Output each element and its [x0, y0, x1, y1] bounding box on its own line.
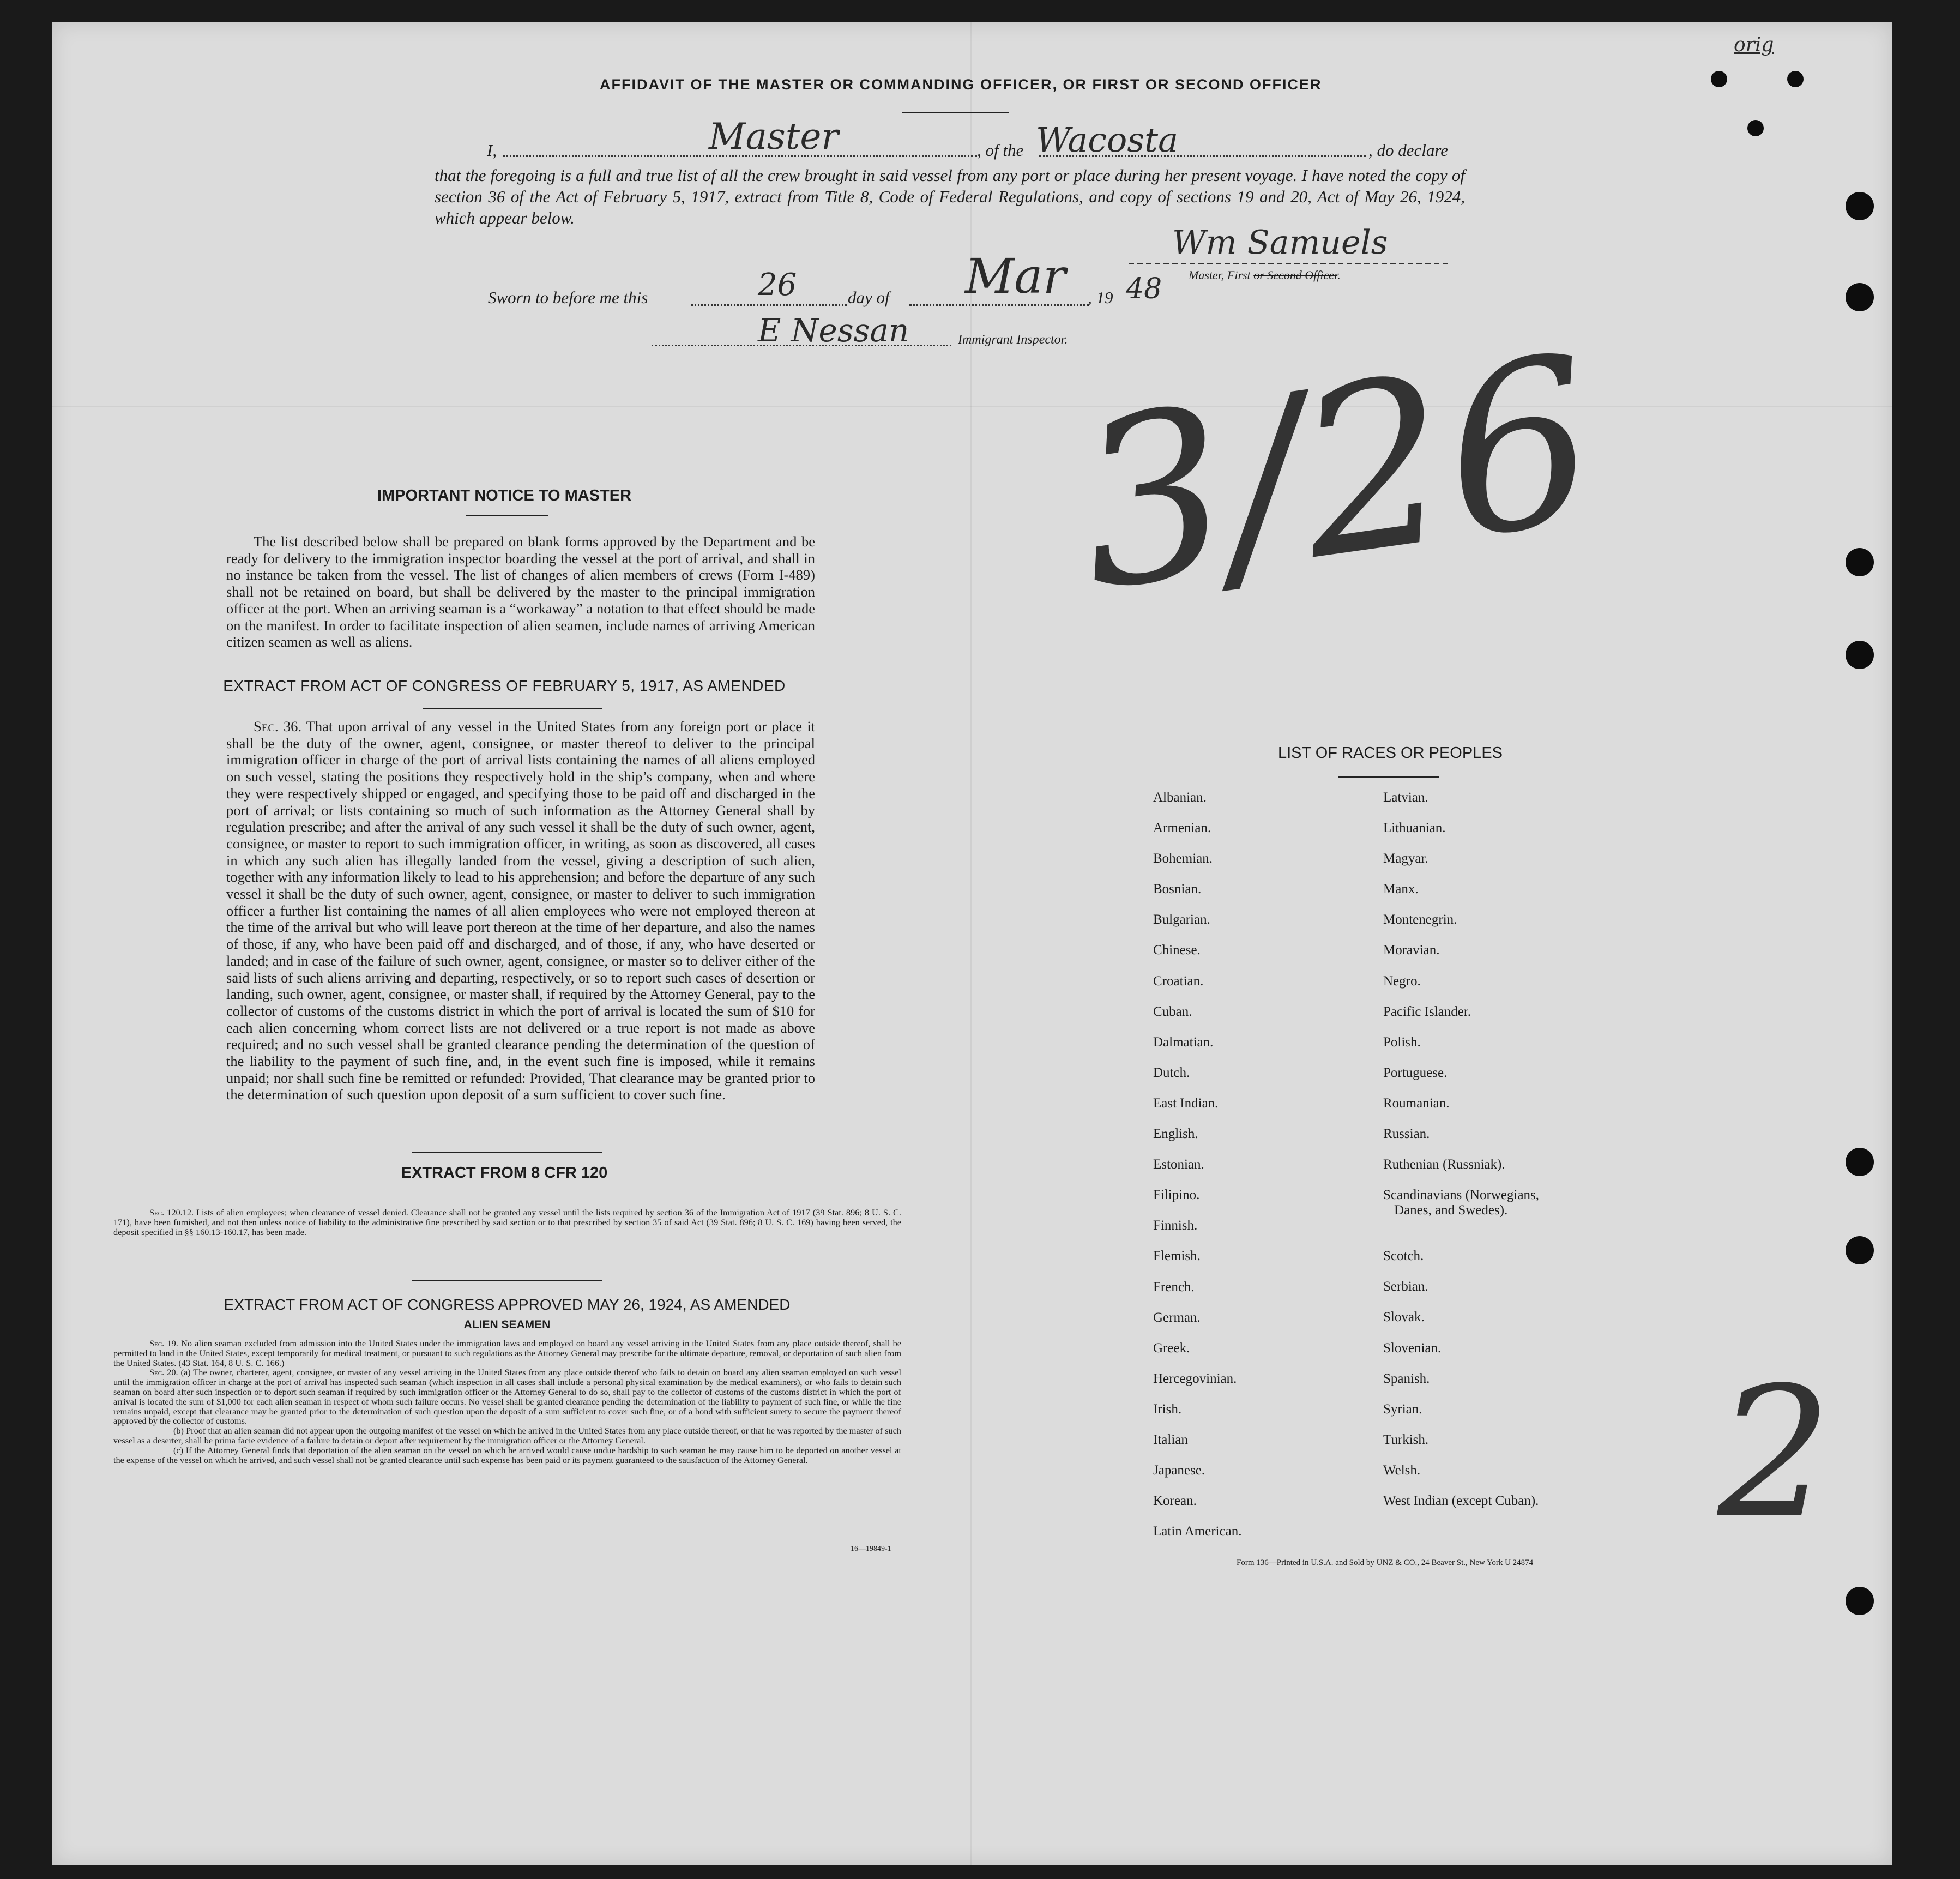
affidavit-title: AFFIDAVIT OF THE MASTER OR COMMANDING OFFICER, OR FIRST OR SECOND OFFICER: [600, 76, 1322, 93]
affidavit-prefix: I,: [487, 141, 497, 160]
race-item: Latin American.: [1153, 1524, 1242, 1539]
extract-1924-text: Sec. 19. No alien seaman excluded from admission into the United States under the immigration laws and employed on board any vessel arriving in the United States from any place outside thereof, shall be permitted to land in the United States, except temporarily for medical treatment, or pursuant to such regulations as the Attorney General may prescribe for the ultimate departure, removal, or deportation of such alien from the United States. (43 Stat. 164, 8 U. S. C. 166.) Sec. 20. (a) The owner, charterer, agent, consignee, or master of any vessel arriving in the United States from any place outside thereof who fails to detain on board any alien seaman employed on such vessel until the immigration officer in charge at the port of arrival has inspected such seaman (which inspection in all cases shall include a personal physical examination by the medical examiners), or who fails to detain such seaman on board after such inspection or to deport such seaman if required by such immigration officer or the Attorney General to do so, shall pay to the collector of customs of the customs district in which the port of arrival is located the sum of $1,000 for each alien seaman in respect of whom such failure occurs. No vessel shall be granted clearance pending the determination of the liability to payment of such fine, or while the fine remains unpaid, except that clearance may be granted prior to the determination of such question upon the deposit of a sum sufficient to cover such fine, or of a bond with sufficient surety to secure the payment thereof approved by the collector of customs. (b) Proof that an alien seaman did not appear upon the outgoing manifest of the vessel on which he arrived in the United States from any place outside thereof, or that he was reported by the master of such vessel as a deserter, shall be prima facie evidence of a failure to detain or deport after requirement by the immigration officer or the Attorney General. (c) If the Attorney General finds that deportation of the alien seaman on the vessel on which he arrived would cause undue hardship to such seaman he may cause him to be deported on another vessel at the expense of the vessel on which he arrived, and such vessel shall not be granted clearance until such expense has been paid or its payment guaranteed to the satisfaction of the Attorney General.: [113, 1338, 901, 1465]
master-signature: Wm Samuels: [1172, 224, 1388, 262]
signature-caption: Master, First or Second Officer.: [1189, 268, 1341, 282]
inspector-signature: E Nessan: [758, 312, 909, 349]
declaration-text: that the foregoing is a full and true list of all the crew brought in said vessel from any port or place during her present voyage. I have noted the copy of section 36 of the Act of February 5, 1917, extract from Title 8, Code of Federal Regulations, and copy of sections 19 and 20, Act of May 26, 1924, which appear below.: [435, 166, 1465, 227]
of-the-label: , of the: [977, 141, 1024, 160]
race-item: Japanese.: [1153, 1463, 1205, 1478]
race-item: Magyar.: [1383, 851, 1428, 866]
race-item: Croatian.: [1153, 973, 1204, 989]
punch-hole: [1846, 283, 1874, 311]
race-item: Dalmatian.: [1153, 1034, 1214, 1050]
race-item: Albanian.: [1153, 790, 1207, 805]
divider: [466, 515, 548, 516]
races-heading: LIST OF RACES OR PEOPLES: [1277, 744, 1503, 762]
race-item: West Indian (except Cuban).: [1383, 1493, 1539, 1508]
race-item: Negro.: [1383, 973, 1421, 989]
corner-note: orig: [1734, 34, 1774, 56]
race-item: East Indian.: [1153, 1095, 1219, 1111]
race-item: Spanish.: [1383, 1371, 1430, 1386]
race-item: Finnish.: [1153, 1218, 1198, 1233]
races-right-column: [1383, 790, 1539, 1523]
extract-1917-heading: EXTRACT FROM ACT OF CONGRESS OF FEBRUARY 5, 1917, AS AMENDED: [223, 677, 786, 694]
race-item: French.: [1153, 1279, 1195, 1294]
race-item: Latvian.: [1383, 790, 1428, 805]
race-item: Ruthenian (Russniak).: [1383, 1157, 1505, 1172]
notice-heading: IMPORTANT NOTICE TO MASTER: [377, 487, 632, 504]
race-item: Polish.: [1383, 1034, 1421, 1050]
sworn-day-handwritten: 26: [758, 267, 797, 303]
handwritten-date-large: 3/26: [1063, 306, 1610, 642]
race-item: Syrian.: [1383, 1401, 1422, 1417]
day-of-label: day of: [848, 288, 890, 307]
handwritten-page-number: 2: [1717, 1348, 1832, 1558]
race-item: Armenian.: [1153, 821, 1211, 836]
race-item: Serbian.: [1383, 1279, 1428, 1294]
race-item: German.: [1153, 1310, 1201, 1325]
race-item: Welsh.: [1383, 1462, 1421, 1478]
punch-hole: [1846, 1587, 1874, 1615]
race-item: Scandinavians (Norwegians,: [1383, 1188, 1540, 1203]
race-item: Korean.: [1153, 1493, 1197, 1509]
punch-hole: [1711, 71, 1727, 87]
race-item: Irish.: [1153, 1401, 1182, 1417]
form-footer: Form 136—Printed in U.S.A. and Sold by UNZ & CO., 24 Beaver St., New York U 24874: [1237, 1558, 1534, 1567]
race-item: Russian.: [1383, 1127, 1430, 1142]
punch-hole: [1846, 548, 1874, 576]
race-item: Hercegovinian.: [1153, 1371, 1237, 1386]
race-item: Dutch.: [1153, 1065, 1190, 1080]
race-item: Lithuanian.: [1383, 821, 1446, 836]
race-item: Pacific Islander.: [1383, 1004, 1471, 1019]
do-declare-label: , do declare: [1368, 141, 1449, 160]
extract-1917-text: Sec. 36. That upon arrival of any vessel in the United States from any foreign port or place it shall be the duty of the owner, agent, consignee, or master thereof to deliver to the principal immigration officer in charge of the port of arrival lists containing the names of all aliens employed on such vessel, stating the positions they respectively hold in the ship’s company, when and where they were respectively shipped or engaged, and specifying those to be paid off and discharged in the port of arrival; or lists containing so much of such information as the Attorney General shall by regulation prescribe; and after the arrival of any such vessel it shall be the duty of such owner, agent, consignee, or master to report to such immigration officer, in writing, as soon as discovered, all cases in which any such alien has illegally landed from the vessel, giving a description of such alien, together with any information likely to lead to his apprehension; and before the departure of any such vessel it shall be the duty of such owner, agent, consignee, or master to deliver to such immigration officer a further list containing the names of all alien employees who were not employed thereon at the time of the arrival but who will leave port thereon at the time of her departure, and also the names of those, if any, who have been paid off and discharged, and of those, if any, who have deserted or landed; and in case of the failure of such owner, agent, consignee, or master so to deliver either of the said lists of such aliens arriving and departing, respectively, or so to report such cases of desertion or landing, such owner, agent, consignee, or master shall, if required by the Attorney General, pay to the collector of customs of the customs district in which the port of arrival is located the sum of $10 for each alien concerning whom correct lists are not delivered or a true report is not made as above required; and no such vessel shall be granted clearance pending the determination of the question of the liability to the payment of such fine, and, in the event such fine is imposed, while it remains unpaid; nor shall such fine be remitted or refunded: Provided, That clearance may be granted prior to the determination of such question upon deposit of a sum sufficient to cover such fine.: [226, 718, 815, 1103]
form-code: 16—19849-1: [851, 1545, 891, 1553]
race-item: Bulgarian.: [1153, 912, 1210, 928]
race-item: Estonian.: [1153, 1157, 1204, 1172]
race-item: Chinese.: [1153, 943, 1201, 958]
race-item: Slovenian.: [1383, 1340, 1442, 1356]
race-item: Italian: [1153, 1432, 1188, 1447]
race-item: Cuban.: [1153, 1004, 1192, 1019]
divider: [423, 708, 602, 709]
race-item: Scotch.: [1383, 1249, 1424, 1264]
punch-hole: [1846, 641, 1874, 669]
fill-line: [909, 304, 1089, 306]
race-item: Bohemian.: [1153, 851, 1213, 866]
punch-hole: [1846, 192, 1874, 220]
divider: [902, 112, 1009, 113]
punch-hole: [1747, 120, 1764, 136]
officer-title-handwritten: Master: [709, 116, 839, 158]
race-item: Moravian.: [1383, 943, 1440, 958]
race-item: Turkish.: [1383, 1432, 1429, 1447]
extract-cfr-heading: EXTRACT FROM 8 CFR 120: [401, 1164, 608, 1182]
race-item: English.: [1153, 1127, 1198, 1142]
race-item: Filipino.: [1153, 1188, 1200, 1203]
punch-hole: [1846, 1236, 1874, 1264]
race-item: Manx.: [1383, 882, 1419, 897]
fill-line: [691, 304, 847, 306]
extract-cfr-text: Sec. 120.12. Lists of alien employees; when clearance of vessel denied. Clearance shall not be granted any vessel until the lists required by section 36 of the Immigration Act of 1917 (39 Stat. 896; 8 U. S. C. 171), have been furnished, and not then unless notice of liability to the administrative fine prescribed by said section or to that prescribed by section 35 of said Act (39 Stat. 896; 8 U. S. C. 169) having been served, the deposit specified in §§ 160.13-160.17, has been made.: [113, 1207, 901, 1237]
divider: [412, 1280, 602, 1281]
inspector-caption: Immigrant Inspector.: [958, 333, 1068, 347]
race-item: Portuguese.: [1383, 1065, 1448, 1080]
year-printed: , 19: [1088, 288, 1113, 307]
race-item: Bosnian.: [1153, 882, 1202, 897]
extract-1924-subheading: ALIEN SEAMEN: [463, 1318, 551, 1331]
notice-text: The list described below shall be prepared on blank forms approved by the Department and be ready for delivery to the immigration inspector boarding the vessel at the port of arrival, and shall in no instance be taken from the vessel. The list of changes of alien members of crews (Form I-489) shall not be retained on board, but shall be delivered by the master to the principal immigration officer at the port. When an arriving seaman is a “workaway” a notation to that effect should be made on the manifest. In order to facilitate inspection of alien seamen, include names of arriving American citizen seamen as well as aliens.: [226, 533, 815, 651]
race-item: Greek.: [1153, 1340, 1190, 1356]
races-left-column: [1153, 790, 1241, 1554]
divider: [1338, 776, 1439, 778]
fold-crease: [52, 406, 1892, 407]
race-item: Flemish.: [1153, 1249, 1201, 1264]
divider: [412, 1152, 602, 1153]
sworn-month-handwritten: Mar: [965, 248, 1066, 304]
extract-1924-heading: EXTRACT FROM ACT OF CONGRESS APPROVED MAY 26, 1924, AS AMENDED: [224, 1296, 791, 1313]
sworn-year-handwritten: 48: [1126, 273, 1162, 305]
race-item: Danes, and Swedes).: [1394, 1203, 1508, 1218]
punch-hole: [1787, 71, 1804, 87]
race-item: Slovak.: [1383, 1310, 1425, 1325]
punch-hole: [1846, 1148, 1874, 1176]
sworn-label: Sworn to before me this: [488, 288, 648, 307]
vessel-name-handwritten: Wacosta: [1036, 120, 1179, 160]
race-item: Roumanian.: [1383, 1095, 1450, 1111]
signature-line: [1129, 263, 1448, 264]
race-item: Montenegrin.: [1383, 912, 1457, 928]
